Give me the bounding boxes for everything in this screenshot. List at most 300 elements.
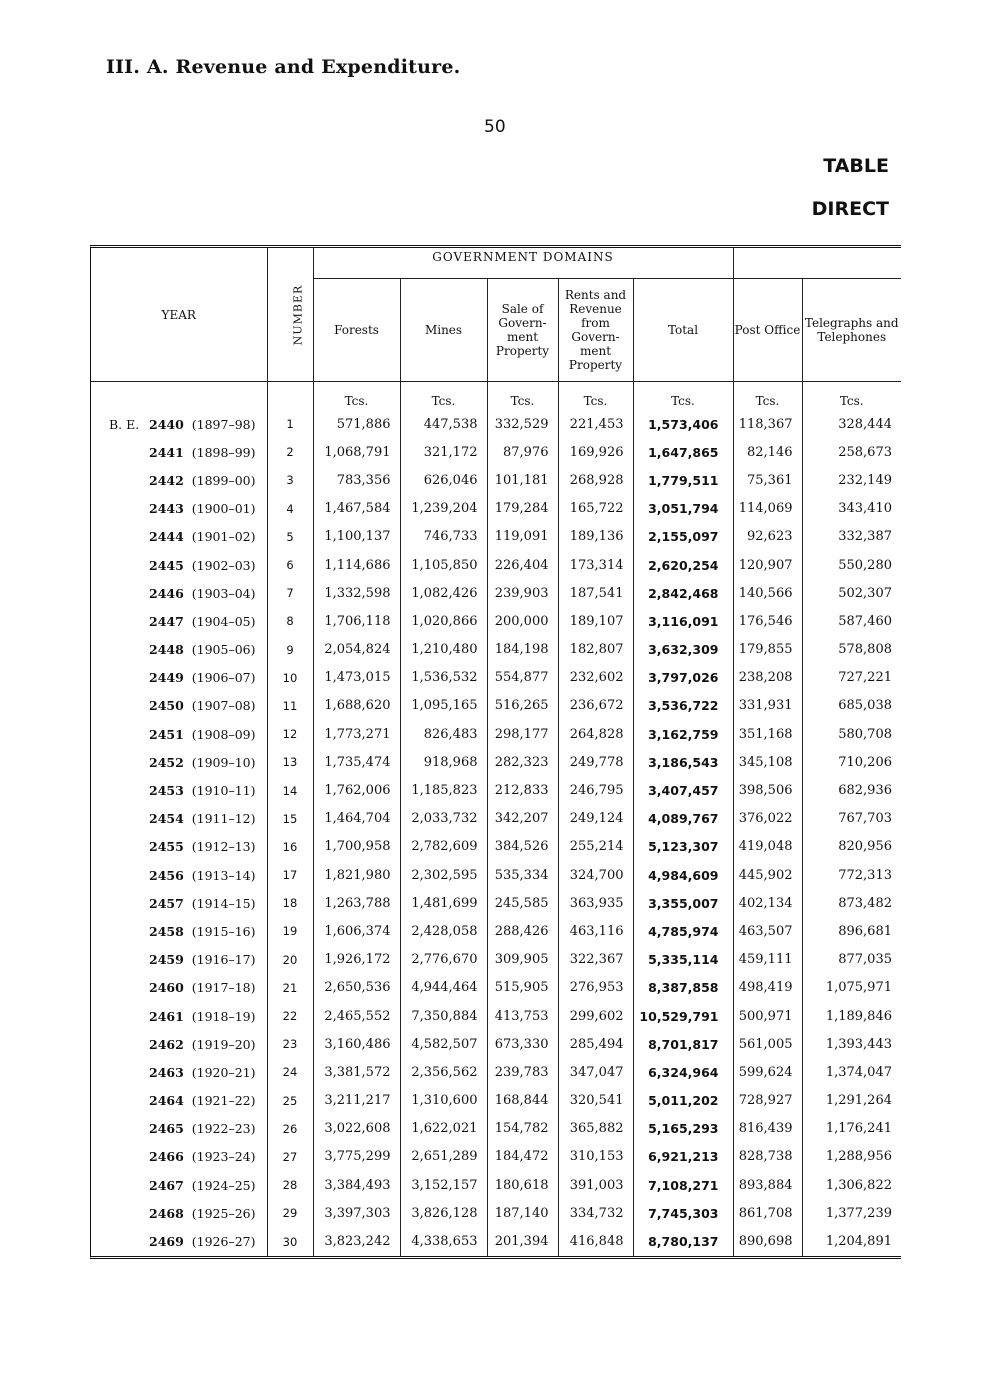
buddhist-year: 2447 bbox=[149, 613, 184, 629]
buddhist-year: 2449 bbox=[149, 670, 184, 686]
revenue-table bbox=[91, 248, 901, 1256]
year-cell bbox=[91, 1002, 267, 1030]
buddhist-year: 2457 bbox=[149, 895, 184, 911]
total-cell: 6,921,213 bbox=[633, 1143, 733, 1171]
sale-cell: 200,000 bbox=[487, 607, 558, 635]
year-cell bbox=[91, 805, 267, 833]
total-cell: 10,529,791 bbox=[633, 1002, 733, 1030]
buddhist-year: 2444 bbox=[149, 529, 184, 545]
year-cell bbox=[91, 1058, 267, 1086]
rents-cell: 169,926 bbox=[558, 438, 633, 466]
table-subtitle: DIRECT bbox=[811, 198, 889, 220]
mines-cell: 2,356,562 bbox=[400, 1058, 487, 1086]
table-row bbox=[91, 805, 901, 833]
unit-telegraphs: Tcs. bbox=[802, 382, 901, 411]
mines-cell: 3,152,157 bbox=[400, 1171, 487, 1199]
year-cell bbox=[91, 946, 267, 974]
sale-cell: 168,844 bbox=[487, 1087, 558, 1115]
gregorian-year: (1926–27) bbox=[191, 1234, 256, 1250]
telegraphs-cell: 682,936 bbox=[802, 776, 901, 804]
total-cell: 3,797,026 bbox=[633, 664, 733, 692]
telegraphs-cell: 587,460 bbox=[802, 607, 901, 635]
unit-mines: Tcs. bbox=[400, 382, 487, 411]
mines-cell: 626,046 bbox=[400, 466, 487, 494]
forests-cell: 1,114,686 bbox=[313, 551, 400, 579]
mines-cell: 4,944,464 bbox=[400, 974, 487, 1002]
buddhist-year: 2462 bbox=[149, 1036, 184, 1052]
total-cell: 5,011,202 bbox=[633, 1087, 733, 1115]
post-office-cell: 728,927 bbox=[733, 1087, 802, 1115]
unit-total: Tcs. bbox=[633, 382, 733, 411]
sale-cell: 101,181 bbox=[487, 466, 558, 494]
table-row bbox=[91, 917, 901, 945]
table-row bbox=[91, 692, 901, 720]
total-cell: 3,407,457 bbox=[633, 776, 733, 804]
rents-cell: 268,928 bbox=[558, 466, 633, 494]
post-office-cell: 75,361 bbox=[733, 466, 802, 494]
mines-cell: 3,826,128 bbox=[400, 1199, 487, 1227]
number-cell: 19 bbox=[267, 917, 313, 945]
post-office-cell: 861,708 bbox=[733, 1199, 802, 1227]
total-cell: 7,108,271 bbox=[633, 1171, 733, 1199]
mines-cell: 1,210,480 bbox=[400, 636, 487, 664]
buddhist-year: 2456 bbox=[149, 867, 184, 883]
number-cell: 3 bbox=[267, 466, 313, 494]
post-office-cell: 561,005 bbox=[733, 1030, 802, 1058]
post-office-cell: 398,506 bbox=[733, 776, 802, 804]
post-office-cell: 82,146 bbox=[733, 438, 802, 466]
gregorian-year: (1908–09) bbox=[191, 726, 256, 742]
gregorian-year: (1921–22) bbox=[191, 1093, 256, 1109]
rents-cell: 236,672 bbox=[558, 692, 633, 720]
total-cell: 1,779,511 bbox=[633, 466, 733, 494]
gregorian-year: (1903–04) bbox=[191, 585, 256, 601]
forests-cell: 1,100,137 bbox=[313, 523, 400, 551]
year-cell bbox=[91, 1115, 267, 1143]
buddhist-year: 2460 bbox=[149, 980, 184, 996]
buddhist-year: 2461 bbox=[149, 1008, 184, 1024]
gregorian-year: (1920–21) bbox=[191, 1064, 256, 1080]
post-office-cell: 376,022 bbox=[733, 805, 802, 833]
forests-cell: 1,773,271 bbox=[313, 720, 400, 748]
sale-cell: 87,976 bbox=[487, 438, 558, 466]
table-row bbox=[91, 1087, 901, 1115]
forests-cell: 1,263,788 bbox=[313, 889, 400, 917]
forests-cell: 1,700,958 bbox=[313, 833, 400, 861]
table-body bbox=[91, 382, 901, 1256]
number-cell: 17 bbox=[267, 861, 313, 889]
year-cell bbox=[91, 1199, 267, 1227]
buddhist-year: 2463 bbox=[149, 1064, 184, 1080]
rents-cell: 165,722 bbox=[558, 495, 633, 523]
gregorian-year: (1907–08) bbox=[191, 698, 256, 714]
rents-cell: 189,107 bbox=[558, 607, 633, 635]
year-cell bbox=[91, 1087, 267, 1115]
unit-sale: Tcs. bbox=[487, 382, 558, 411]
post-office-cell: 345,108 bbox=[733, 748, 802, 776]
sale-cell: 201,394 bbox=[487, 1227, 558, 1255]
year-cell bbox=[91, 833, 267, 861]
gregorian-year: (1898–99) bbox=[191, 444, 256, 460]
table-row bbox=[91, 607, 901, 635]
telegraphs-cell: 343,410 bbox=[802, 495, 901, 523]
gregorian-year: (1924–25) bbox=[191, 1177, 256, 1193]
gregorian-year: (1915–16) bbox=[191, 923, 256, 939]
telegraphs-cell: 580,708 bbox=[802, 720, 901, 748]
table-row bbox=[91, 438, 901, 466]
total-cell: 1,647,865 bbox=[633, 438, 733, 466]
mines-cell: 447,538 bbox=[400, 410, 487, 438]
mines-cell: 746,733 bbox=[400, 523, 487, 551]
gregorian-year: (1909–10) bbox=[191, 754, 256, 770]
post-office-cell: 500,971 bbox=[733, 1002, 802, 1030]
gregorian-year: (1923–24) bbox=[191, 1149, 256, 1165]
table-row bbox=[91, 1227, 901, 1255]
rents-cell: 324,700 bbox=[558, 861, 633, 889]
rents-column-header: Rents and Revenue from Govern- ment Property bbox=[558, 279, 633, 382]
buddhist-year: 2452 bbox=[149, 754, 184, 770]
total-cell: 5,123,307 bbox=[633, 833, 733, 861]
table-row bbox=[91, 1030, 901, 1058]
year-cell bbox=[91, 410, 267, 438]
post-office-column-header: Post Office bbox=[733, 279, 802, 382]
section-title: III. A. Revenue and Expenditure. bbox=[106, 56, 461, 78]
buddhist-year: 2455 bbox=[149, 839, 184, 855]
post-office-cell: 402,134 bbox=[733, 889, 802, 917]
mines-cell: 4,338,653 bbox=[400, 1227, 487, 1255]
buddhist-year: 2459 bbox=[149, 952, 184, 968]
total-cell: 8,387,858 bbox=[633, 974, 733, 1002]
gregorian-year: (1914–15) bbox=[191, 895, 256, 911]
post-office-cell: 351,168 bbox=[733, 720, 802, 748]
number-cell: 6 bbox=[267, 551, 313, 579]
buddhist-year: 2446 bbox=[149, 585, 184, 601]
mines-cell: 2,782,609 bbox=[400, 833, 487, 861]
forests-cell: 1,735,474 bbox=[313, 748, 400, 776]
buddhist-year: 2440 bbox=[149, 416, 184, 432]
telegraphs-cell: 1,393,443 bbox=[802, 1030, 901, 1058]
post-office-cell: 140,566 bbox=[733, 579, 802, 607]
post-office-cell: 419,048 bbox=[733, 833, 802, 861]
number-cell: 18 bbox=[267, 889, 313, 917]
gregorian-year: (1911–12) bbox=[191, 811, 256, 827]
forests-cell: 1,068,791 bbox=[313, 438, 400, 466]
year-cell bbox=[91, 636, 267, 664]
rents-cell: 310,153 bbox=[558, 1143, 633, 1171]
total-cell: 5,165,293 bbox=[633, 1115, 733, 1143]
gregorian-year: (1897–98) bbox=[191, 416, 256, 432]
forests-cell: 1,467,584 bbox=[313, 495, 400, 523]
table-row bbox=[91, 889, 901, 917]
sale-cell: 119,091 bbox=[487, 523, 558, 551]
gregorian-year: (1905–06) bbox=[191, 642, 256, 658]
buddhist-year: 2468 bbox=[149, 1205, 184, 1221]
telegraphs-cell: 772,313 bbox=[802, 861, 901, 889]
table-row bbox=[91, 833, 901, 861]
gregorian-year: (1901–02) bbox=[191, 529, 256, 545]
rents-cell: 255,214 bbox=[558, 833, 633, 861]
rents-cell: 334,732 bbox=[558, 1199, 633, 1227]
table-row bbox=[91, 523, 901, 551]
gregorian-year: (1918–19) bbox=[191, 1008, 256, 1024]
forests-cell: 3,211,217 bbox=[313, 1087, 400, 1115]
gregorian-year: (1899–00) bbox=[191, 472, 256, 488]
rents-cell: 391,003 bbox=[558, 1171, 633, 1199]
table-row bbox=[91, 946, 901, 974]
number-column-label: NUMBER bbox=[290, 284, 304, 346]
rents-cell: 416,848 bbox=[558, 1227, 633, 1255]
total-cell: 3,116,091 bbox=[633, 607, 733, 635]
sale-cell: 184,198 bbox=[487, 636, 558, 664]
unit-forests: Tcs. bbox=[313, 382, 400, 411]
number-cell: 13 bbox=[267, 748, 313, 776]
units-year-cell bbox=[91, 382, 267, 411]
rents-cell: 285,494 bbox=[558, 1030, 633, 1058]
year-cell bbox=[91, 917, 267, 945]
table-row bbox=[91, 776, 901, 804]
post-office-cell: 179,855 bbox=[733, 636, 802, 664]
table-row bbox=[91, 1115, 901, 1143]
forests-cell: 1,926,172 bbox=[313, 946, 400, 974]
telegraphs-cell: 1,176,241 bbox=[802, 1115, 901, 1143]
total-cell: 2,155,097 bbox=[633, 523, 733, 551]
forests-cell: 2,465,552 bbox=[313, 1002, 400, 1030]
post-office-cell: 118,367 bbox=[733, 410, 802, 438]
sale-cell: 179,284 bbox=[487, 495, 558, 523]
number-cell: 28 bbox=[267, 1171, 313, 1199]
forests-cell: 783,356 bbox=[313, 466, 400, 494]
post-office-cell: 599,624 bbox=[733, 1058, 802, 1086]
buddhist-year: 2451 bbox=[149, 726, 184, 742]
post-office-cell: 816,439 bbox=[733, 1115, 802, 1143]
rents-cell: 299,602 bbox=[558, 1002, 633, 1030]
number-cell: 23 bbox=[267, 1030, 313, 1058]
number-cell: 7 bbox=[267, 579, 313, 607]
year-cell bbox=[91, 579, 267, 607]
mines-cell: 1,239,204 bbox=[400, 495, 487, 523]
post-office-cell: 459,111 bbox=[733, 946, 802, 974]
mines-cell: 1,095,165 bbox=[400, 692, 487, 720]
mines-cell: 1,105,850 bbox=[400, 551, 487, 579]
buddhist-year: 2454 bbox=[149, 811, 184, 827]
number-cell: 4 bbox=[267, 495, 313, 523]
telegraphs-cell: 767,703 bbox=[802, 805, 901, 833]
forests-cell: 1,706,118 bbox=[313, 607, 400, 635]
total-cell: 2,620,254 bbox=[633, 551, 733, 579]
buddhist-year: 2467 bbox=[149, 1177, 184, 1193]
sale-column-header: Sale of Govern- ment Property bbox=[487, 279, 558, 382]
rents-cell: 276,953 bbox=[558, 974, 633, 1002]
telegraphs-cell: 1,204,891 bbox=[802, 1227, 901, 1255]
sale-cell: 187,140 bbox=[487, 1199, 558, 1227]
mines-cell: 2,776,670 bbox=[400, 946, 487, 974]
table-row bbox=[91, 495, 901, 523]
mines-cell: 918,968 bbox=[400, 748, 487, 776]
mines-cell: 321,172 bbox=[400, 438, 487, 466]
post-office-cell: 114,069 bbox=[733, 495, 802, 523]
rents-cell: 246,795 bbox=[558, 776, 633, 804]
telegraphs-cell: 502,307 bbox=[802, 579, 901, 607]
mines-cell: 4,582,507 bbox=[400, 1030, 487, 1058]
rents-cell: 187,541 bbox=[558, 579, 633, 607]
number-cell: 25 bbox=[267, 1087, 313, 1115]
buddhist-year: 2441 bbox=[149, 444, 184, 460]
sale-cell: 332,529 bbox=[487, 410, 558, 438]
table-row bbox=[91, 748, 901, 776]
sale-cell: 384,526 bbox=[487, 833, 558, 861]
total-cell: 2,842,468 bbox=[633, 579, 733, 607]
gregorian-year: (1902–03) bbox=[191, 557, 256, 573]
telegraphs-cell: 873,482 bbox=[802, 889, 901, 917]
revenue-table-container bbox=[90, 245, 901, 1259]
year-cell bbox=[91, 889, 267, 917]
rents-cell: 189,136 bbox=[558, 523, 633, 551]
number-cell: 27 bbox=[267, 1143, 313, 1171]
mines-cell: 826,483 bbox=[400, 720, 487, 748]
sale-cell: 226,404 bbox=[487, 551, 558, 579]
buddhist-year: 2445 bbox=[149, 557, 184, 573]
sale-cell: 245,585 bbox=[487, 889, 558, 917]
forests-cell: 2,650,536 bbox=[313, 974, 400, 1002]
gregorian-year: (1925–26) bbox=[191, 1205, 256, 1221]
sale-cell: 554,877 bbox=[487, 664, 558, 692]
forests-cell: 1,821,980 bbox=[313, 861, 400, 889]
telegraphs-cell: 328,444 bbox=[802, 410, 901, 438]
number-cell: 2 bbox=[267, 438, 313, 466]
number-cell: 12 bbox=[267, 720, 313, 748]
number-cell: 22 bbox=[267, 1002, 313, 1030]
buddhist-year: 2466 bbox=[149, 1149, 184, 1165]
telegraphs-cell: 710,206 bbox=[802, 748, 901, 776]
unit-rents: Tcs. bbox=[558, 382, 633, 411]
forests-cell: 1,464,704 bbox=[313, 805, 400, 833]
total-cell: 3,632,309 bbox=[633, 636, 733, 664]
forests-cell: 1,688,620 bbox=[313, 692, 400, 720]
era-label: B. E. bbox=[109, 416, 140, 432]
sale-cell: 298,177 bbox=[487, 720, 558, 748]
forests-cell: 1,606,374 bbox=[313, 917, 400, 945]
year-cell bbox=[91, 1171, 267, 1199]
year-cell bbox=[91, 776, 267, 804]
sale-cell: 673,330 bbox=[487, 1030, 558, 1058]
buddhist-year: 2469 bbox=[149, 1234, 184, 1250]
forests-cell: 3,775,299 bbox=[313, 1143, 400, 1171]
total-cell: 8,780,137 bbox=[633, 1227, 733, 1255]
year-cell bbox=[91, 861, 267, 889]
sale-cell: 184,472 bbox=[487, 1143, 558, 1171]
year-cell bbox=[91, 551, 267, 579]
unit-post: Tcs. bbox=[733, 382, 802, 411]
sale-cell: 154,782 bbox=[487, 1115, 558, 1143]
mines-cell: 1,082,426 bbox=[400, 579, 487, 607]
rents-cell: 463,116 bbox=[558, 917, 633, 945]
number-cell: 24 bbox=[267, 1058, 313, 1086]
total-cell: 3,355,007 bbox=[633, 889, 733, 917]
units-row bbox=[91, 382, 901, 411]
post-office-cell: 890,698 bbox=[733, 1227, 802, 1255]
blank-group-header bbox=[733, 248, 901, 279]
number-cell: 1 bbox=[267, 410, 313, 438]
total-cell: 7,745,303 bbox=[633, 1199, 733, 1227]
total-cell: 5,335,114 bbox=[633, 946, 733, 974]
year-cell bbox=[91, 523, 267, 551]
post-office-cell: 893,884 bbox=[733, 1171, 802, 1199]
post-office-cell: 92,623 bbox=[733, 523, 802, 551]
year-cell bbox=[91, 1143, 267, 1171]
year-cell bbox=[91, 438, 267, 466]
mines-cell: 2,428,058 bbox=[400, 917, 487, 945]
post-office-cell: 120,907 bbox=[733, 551, 802, 579]
sale-cell: 212,833 bbox=[487, 776, 558, 804]
rents-cell: 363,935 bbox=[558, 889, 633, 917]
buddhist-year: 2443 bbox=[149, 501, 184, 517]
number-cell: 30 bbox=[267, 1227, 313, 1255]
telegraphs-column-header: Telegraphs and Telephones bbox=[802, 279, 901, 382]
number-cell: 21 bbox=[267, 974, 313, 1002]
rents-cell: 249,124 bbox=[558, 805, 633, 833]
mines-cell: 1,536,532 bbox=[400, 664, 487, 692]
buddhist-year: 2448 bbox=[149, 642, 184, 658]
units-number-cell bbox=[267, 382, 313, 411]
post-office-cell: 176,546 bbox=[733, 607, 802, 635]
sale-cell: 239,903 bbox=[487, 579, 558, 607]
total-cell: 3,186,543 bbox=[633, 748, 733, 776]
total-cell: 3,162,759 bbox=[633, 720, 733, 748]
telegraphs-cell: 820,956 bbox=[802, 833, 901, 861]
forests-cell: 3,823,242 bbox=[313, 1227, 400, 1255]
sale-cell: 282,323 bbox=[487, 748, 558, 776]
number-cell: 20 bbox=[267, 946, 313, 974]
year-cell bbox=[91, 1030, 267, 1058]
telegraphs-cell: 1,291,264 bbox=[802, 1087, 901, 1115]
forests-cell: 2,054,824 bbox=[313, 636, 400, 664]
year-cell bbox=[91, 607, 267, 635]
table-row bbox=[91, 720, 901, 748]
rents-cell: 232,602 bbox=[558, 664, 633, 692]
sale-cell: 515,905 bbox=[487, 974, 558, 1002]
telegraphs-cell: 877,035 bbox=[802, 946, 901, 974]
table-row bbox=[91, 551, 901, 579]
forests-cell: 1,332,598 bbox=[313, 579, 400, 607]
post-office-cell: 331,931 bbox=[733, 692, 802, 720]
telegraphs-cell: 332,387 bbox=[802, 523, 901, 551]
total-cell: 4,984,609 bbox=[633, 861, 733, 889]
number-cell: 26 bbox=[267, 1115, 313, 1143]
buddhist-year: 2450 bbox=[149, 698, 184, 714]
sale-cell: 413,753 bbox=[487, 1002, 558, 1030]
buddhist-year: 2464 bbox=[149, 1093, 184, 1109]
table-label: TABLE bbox=[823, 155, 889, 177]
table-row bbox=[91, 466, 901, 494]
number-cell: 15 bbox=[267, 805, 313, 833]
year-cell bbox=[91, 720, 267, 748]
sale-cell: 309,905 bbox=[487, 946, 558, 974]
rents-cell: 173,314 bbox=[558, 551, 633, 579]
sale-cell: 516,265 bbox=[487, 692, 558, 720]
sale-cell: 288,426 bbox=[487, 917, 558, 945]
number-cell: 14 bbox=[267, 776, 313, 804]
post-office-cell: 238,208 bbox=[733, 664, 802, 692]
forests-cell: 3,381,572 bbox=[313, 1058, 400, 1086]
rents-cell: 249,778 bbox=[558, 748, 633, 776]
telegraphs-cell: 727,221 bbox=[802, 664, 901, 692]
rents-cell: 182,807 bbox=[558, 636, 633, 664]
gregorian-year: (1906–07) bbox=[191, 670, 256, 686]
telegraphs-cell: 1,189,846 bbox=[802, 1002, 901, 1030]
total-cell: 4,089,767 bbox=[633, 805, 733, 833]
page-number: 50 bbox=[484, 117, 506, 137]
mines-cell: 1,622,021 bbox=[400, 1115, 487, 1143]
